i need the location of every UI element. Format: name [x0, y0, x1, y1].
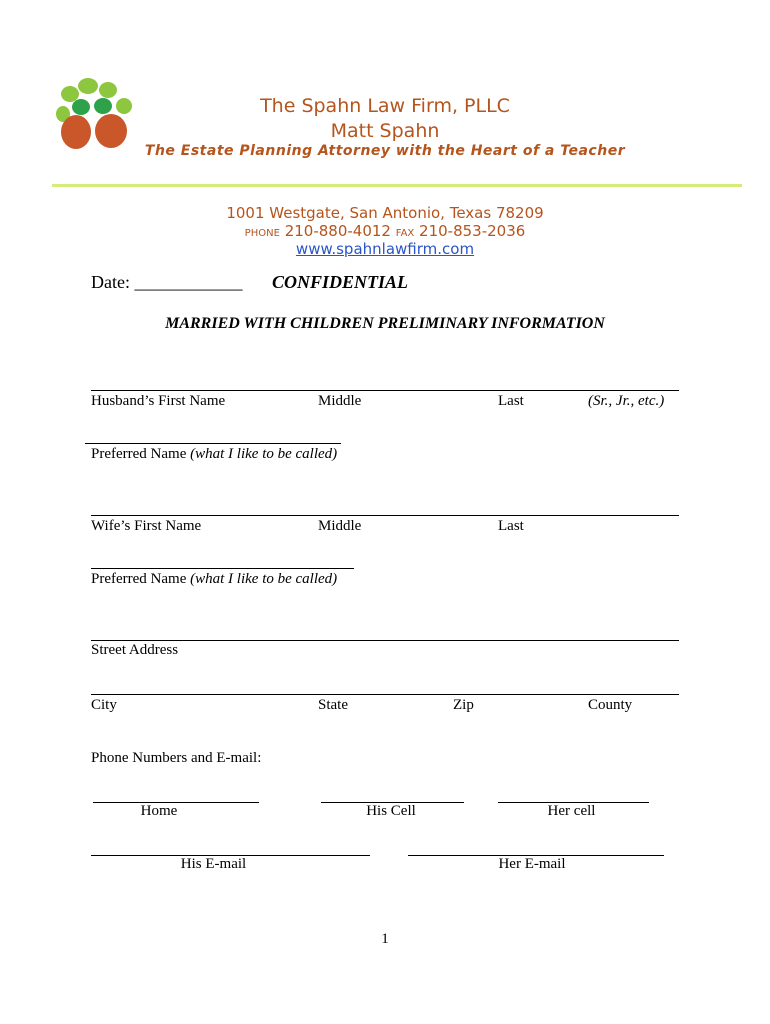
wife-last-label: Last	[498, 518, 524, 534]
date-field[interactable]: Date: ____________	[91, 272, 243, 292]
wife-preferred-line[interactable]	[91, 568, 354, 569]
page-number: 1	[381, 931, 389, 947]
wife-middle-label: Middle	[318, 518, 362, 534]
firm-name: The Spahn Law Firm, PLLC	[260, 95, 510, 117]
husband-name-line[interactable]	[91, 390, 679, 391]
preferred-name-text: Preferred Name	[91, 446, 187, 462]
preferred-name-hint: (what I like to be called)	[190, 571, 338, 587]
street-label: Street Address	[91, 642, 179, 658]
attorney-name: Matt Spahn	[330, 120, 440, 142]
husband-middle-label: Middle	[318, 393, 362, 409]
wife-first-label: Wife’s First Name	[91, 518, 202, 534]
street-line[interactable]	[91, 640, 679, 641]
confidential-label: CONFIDENTIAL	[272, 272, 409, 292]
fax-number: 210-853-2036	[419, 222, 526, 240]
husband-preferred-label	[91, 446, 337, 463]
city-label: City	[91, 697, 117, 713]
phones-heading: Phone Numbers and E-mail:	[91, 750, 262, 766]
tagline: The Estate Planning Attorney with the Heart of a Teacher	[144, 143, 626, 159]
state-label: State	[318, 697, 348, 713]
preferred-name-hint: (what I like to be called)	[190, 446, 338, 462]
wife-preferred-label	[91, 571, 337, 588]
phone-label: PHONE	[244, 228, 280, 239]
fax-label: FAX	[395, 228, 415, 239]
husband-suffix-label: (Sr., Jr., etc.)	[588, 393, 665, 409]
preferred-name-text: Preferred Name	[91, 571, 187, 587]
his-cell-label: His Cell	[366, 803, 416, 819]
his-email-label: His E-mail	[180, 856, 247, 872]
wife-name-line[interactable]	[91, 515, 679, 516]
zip-label: Zip	[453, 697, 474, 713]
county-label: County	[588, 697, 633, 713]
home-label: Home	[140, 803, 178, 819]
header-divider	[52, 184, 742, 187]
website-link[interactable]: www.spahnlawfirm.com	[295, 240, 475, 258]
address: 1001 Westgate, San Antonio, Texas 78209	[226, 204, 544, 222]
husband-last-label: Last	[498, 393, 524, 409]
contact-line	[0, 222, 770, 240]
phone-number: 210-880-4012	[284, 222, 391, 240]
her-email-label: Her E-mail	[498, 856, 566, 872]
city-line[interactable]	[91, 694, 679, 695]
form-title: MARRIED WITH CHILDREN PRELIMINARY INFORMATION	[165, 315, 605, 332]
husband-preferred-line[interactable]	[85, 443, 341, 444]
husband-first-label: Husband’s First Name	[91, 393, 226, 409]
her-cell-label: Her cell	[547, 803, 596, 819]
